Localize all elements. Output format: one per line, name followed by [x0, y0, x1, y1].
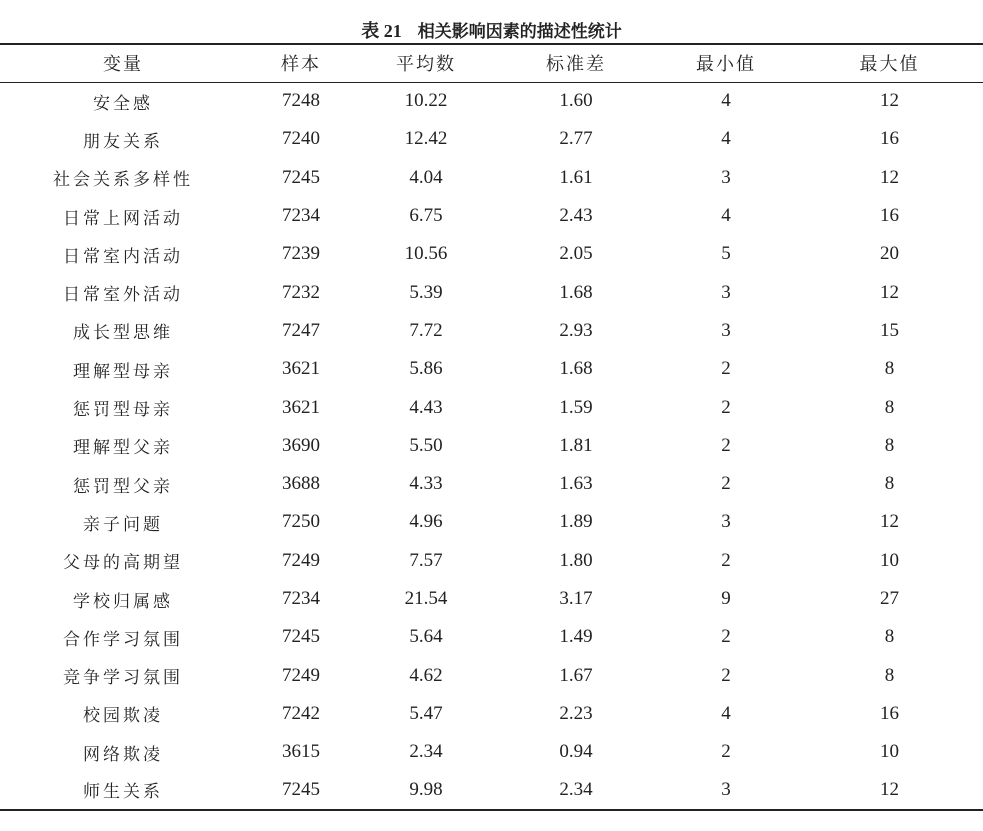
cell-max: 12: [880, 166, 899, 188]
cell-max: 8: [884, 664, 895, 686]
cell-sample: 7239: [282, 243, 320, 265]
cell-mean: 5.39: [409, 281, 443, 303]
cell-sd: 1.61: [559, 166, 593, 188]
cell-max: 8: [884, 626, 895, 648]
cell-min: 2: [721, 473, 731, 495]
cell-mean: 6.75: [409, 205, 443, 227]
cell-sd: 2.05: [559, 243, 593, 265]
cell-sample: 7240: [282, 128, 320, 150]
cell-sample: 3690: [282, 434, 320, 456]
cell-sample: 7234: [282, 588, 320, 609]
cell-sample: 3621: [282, 396, 320, 418]
cell-max: 12: [880, 90, 899, 112]
table-row: [0, 656, 983, 694]
header-sample: 样本: [281, 54, 321, 76]
cell-mean: 5.47: [409, 702, 443, 724]
cell-min: 2: [721, 626, 731, 648]
cell-variable: 安全感: [93, 93, 153, 114]
cell-variable: 日常室内活动: [63, 246, 183, 267]
cell-sd: 2.77: [559, 128, 593, 150]
cell-variable: 师生关系: [83, 782, 163, 803]
descriptive-statistics-table: [0, 43, 983, 811]
cell-sd: 0.94: [559, 741, 593, 763]
cell-max: 27: [880, 588, 899, 609]
cell-sample: 7250: [282, 511, 320, 533]
cell-sd: 2.93: [559, 319, 593, 341]
cell-sd: 2.43: [559, 205, 593, 227]
cell-min: 2: [721, 358, 731, 380]
header-min: 最小值: [696, 54, 756, 76]
cell-sd: 2.34: [559, 778, 593, 800]
table-row: [0, 427, 983, 465]
cell-mean: 4.04: [409, 166, 443, 188]
cell-sd: 1.67: [559, 664, 593, 686]
cell-sample: 3621: [282, 358, 320, 380]
cell-min: 2: [721, 396, 731, 418]
cell-sd: 1.68: [559, 358, 593, 380]
table-row: [0, 388, 983, 426]
table-row: [0, 465, 983, 503]
cell-mean: 21.54: [404, 588, 448, 609]
cell-sample: 7242: [282, 702, 320, 724]
cell-max: 12: [880, 511, 899, 533]
cell-mean: 5.86: [409, 358, 443, 380]
table-row: [0, 273, 983, 311]
cell-min: 3: [721, 166, 731, 188]
cell-sd: 2.23: [559, 702, 593, 724]
cell-sample: 7245: [282, 166, 320, 188]
cell-variable: 亲子问题: [83, 514, 163, 535]
cell-mean: 9.98: [409, 778, 443, 800]
cell-sample: 3688: [282, 473, 320, 495]
cell-max: 16: [880, 205, 899, 227]
table-row: [0, 197, 983, 235]
header-variable: 变量: [103, 54, 143, 76]
cell-sd: 1.60: [559, 90, 593, 112]
cell-sample: 7234: [282, 205, 320, 227]
cell-variable: 竞争学习氛围: [63, 668, 183, 689]
cell-min: 2: [721, 549, 731, 571]
cell-max: 8: [884, 434, 895, 456]
cell-mean: 4.96: [409, 511, 443, 533]
table-title: 相关影响因素的描述性统计: [417, 22, 622, 42]
cell-max: 10: [880, 741, 899, 763]
table-row: [0, 120, 983, 158]
cell-min: 3: [721, 319, 731, 341]
table-number: 表 21: [361, 21, 402, 41]
table-caption: [0, 20, 983, 43]
cell-min: 4: [721, 205, 731, 227]
cell-min: 4: [721, 702, 731, 724]
cell-sd: 1.63: [559, 473, 593, 495]
table-body: [0, 82, 983, 810]
cell-min: 4: [721, 128, 731, 150]
cell-sample: 7247: [282, 319, 320, 341]
table-row: [0, 542, 983, 580]
cell-mean: 10.22: [404, 90, 448, 112]
cell-mean: 4.33: [409, 473, 443, 495]
cell-max: 8: [884, 473, 895, 495]
cell-sample: 3615: [282, 741, 320, 763]
cell-max: 12: [880, 778, 899, 800]
cell-mean: 5.50: [409, 434, 443, 456]
cell-sd: 1.80: [559, 549, 593, 571]
cell-sd: 1.81: [559, 434, 593, 456]
cell-mean: 4.43: [409, 396, 443, 418]
table-row: [0, 159, 983, 197]
cell-variable: 理解型父亲: [73, 438, 173, 459]
cell-min: 2: [721, 741, 731, 763]
table-header: [0, 44, 983, 82]
table-row: [0, 733, 983, 771]
cell-max: 15: [880, 319, 899, 341]
cell-max: 8: [884, 396, 895, 418]
cell-sample: 7249: [282, 664, 320, 686]
table-row: [0, 235, 983, 273]
table-row: [0, 695, 983, 733]
cell-variable: 校园欺凌: [83, 706, 163, 727]
cell-sd: 3.17: [559, 588, 593, 609]
cell-variable: 惩罚型父亲: [73, 476, 173, 497]
cell-min: 3: [721, 778, 731, 800]
table-row: [0, 771, 983, 809]
cell-variable: 社会关系多样性: [53, 170, 193, 191]
cell-variable: 理解型母亲: [73, 361, 173, 382]
cell-max: 16: [880, 702, 899, 724]
cell-mean: 12.42: [404, 128, 448, 150]
cell-max: 16: [880, 128, 899, 150]
cell-sd: 1.68: [559, 281, 593, 303]
cell-mean: 2.34: [409, 741, 443, 763]
cell-variable: 父母的高期望: [63, 553, 183, 574]
cell-min: 2: [721, 664, 731, 686]
cell-mean: 4.62: [409, 664, 443, 686]
header-row: [0, 44, 983, 82]
cell-min: 5: [721, 243, 731, 265]
cell-min: 3: [721, 281, 731, 303]
cell-sample: 7245: [282, 778, 320, 800]
cell-mean: 7.57: [409, 549, 443, 571]
header-sd: 标准差: [546, 54, 606, 76]
cell-variable: 朋友关系: [83, 131, 163, 152]
table-row: [0, 350, 983, 388]
cell-min: 2: [721, 434, 731, 456]
table-row: [0, 312, 983, 350]
cell-variable: 网络欺凌: [83, 744, 163, 765]
cell-sd: 1.89: [559, 511, 593, 533]
cell-sd: 1.49: [559, 626, 593, 648]
cell-mean: 7.72: [409, 319, 443, 341]
cell-sd: 1.59: [559, 396, 593, 418]
cell-variable: 学校归属感: [73, 591, 173, 612]
header-max: 最大值: [859, 54, 920, 76]
cell-variable: 惩罚型母亲: [73, 400, 173, 421]
cell-max: 8: [884, 358, 895, 380]
cell-sample: 7245: [282, 626, 320, 648]
cell-max: 10: [880, 549, 899, 571]
cell-max: 12: [880, 281, 899, 303]
header-mean: 平均数: [396, 54, 456, 76]
cell-max: 20: [880, 243, 899, 265]
cell-variable: 日常室外活动: [63, 285, 183, 306]
cell-mean: 5.64: [409, 626, 443, 648]
cell-sample: 7249: [282, 549, 320, 571]
table-row: [0, 580, 983, 618]
cell-variable: 合作学习氛围: [63, 629, 183, 650]
cell-variable: 成长型思维: [73, 323, 173, 344]
cell-sample: 7232: [282, 281, 320, 303]
cell-mean: 10.56: [404, 243, 448, 265]
cell-min: 3: [721, 511, 731, 533]
table-row: [0, 618, 983, 656]
cell-min: 4: [721, 90, 731, 112]
cell-min: 9: [721, 588, 731, 609]
cell-sample: 7248: [282, 90, 320, 112]
cell-variable: 日常上网活动: [63, 208, 183, 229]
table-row: [0, 503, 983, 541]
table-row: [0, 82, 983, 120]
